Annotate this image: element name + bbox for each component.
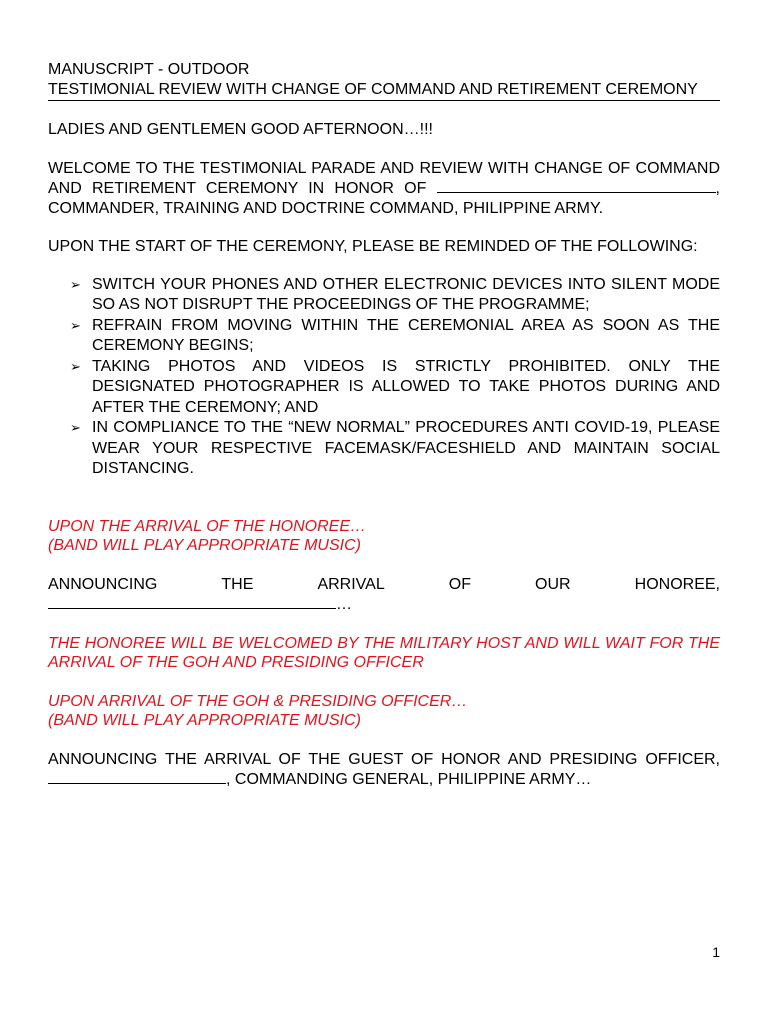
document-header [48,60,720,101]
stage-direction-honoree-arrival: UPON THE ARRIVAL OF THE HONOREE… (BAND WILL PLAY APPROPRIATE MUSIC) [48,517,366,554]
page-number: 1 [712,944,720,960]
stage-direction-goh-arrival: UPON ARRIVAL OF THE GOH & PRESIDING OFFICER… (BAND WILL PLAY APPROPRIATE MUSIC) [48,692,468,729]
greeting-line: LADIES AND GENTLEMEN GOOD AFTERNOON…!!! [48,121,433,138]
welcome-tail: , COMMANDER, TRAINING AND DOCTRINE COMMAND, PHILIPPINE ARMY. [48,180,720,217]
honoree-name-blank [437,178,716,193]
reminder-list [48,275,720,480]
honoree-name-blank-2 [48,594,336,609]
list-item: ➢ REFRAIN FROM MOVING WITHIN THE CEREMONIAL AREA AS SOON AS THE CEREMONY BEGINS; [70,316,720,354]
arrow-bullet-icon: ➢ [70,276,81,292]
announce-honoree-blank-line: … [48,594,720,615]
stage-direction-welcome: THE HONOREE WILL BE WELCOMED BY THE MILITARY HOST AND WILL WAIT FOR THE ARRIVAL OF THE GOH AND PRESIDING OFFICER [48,634,720,671]
manuscript-label: MANUSCRIPT - OUTDOOR [48,61,250,78]
document-page [48,60,720,790]
goh-name-blank [48,769,226,784]
welcome-paragraph [48,159,720,219]
ceremony-title: TESTIMONIAL REVIEW WITH CHANGE OF COMMAND AND RETIREMENT CEREMONY [48,80,698,98]
reminder-paragraph: UPON THE START OF THE CEREMONY, PLEASE BE REMINDED OF THE FOLLOWING: [48,238,698,255]
arrow-bullet-icon: ➢ [70,317,81,333]
arrow-bullet-icon: ➢ [70,358,81,374]
list-item: ➢ SWITCH YOUR PHONES AND OTHER ELECTRONIC DEVICES INTO SILENT MODE SO AS NOT DISRUPT THE PROCEEDINGS OF THE PROGRAMME; [70,275,720,313]
list-item: ➢ TAKING PHOTOS AND VIDEOS IS STRICTLY PROHIBITED. ONLY THE DESIGNATED PHOTOGRAPHER IS ALLOWED TO TAKE PHOTOS DURING AND AFTER THE CEREMONY; AND [70,357,720,416]
announce-honoree-line: ANNOUNCING THE ARRIVAL OF OUR HONOREE, [48,575,720,593]
list-item: ➢ IN COMPLIANCE TO THE “NEW NORMAL” PROCEDURES ANTI COVID-19, PLEASE WEAR YOUR RESPECTIVE FACEMASK/FACESHIELD AND MAINTAIN SOCIAL DISTANCING. [70,419,720,477]
announce-goh-paragraph: ANNOUNCING THE ARRIVAL OF THE GUEST OF HONOR AND PRESIDING OFFICER, , COMMANDING GENERAL, PHILIPPINE ARMY… [48,750,720,788]
arrow-bullet-icon: ➢ [70,420,81,435]
welcome-lead: WELCOME TO THE TESTIMONIAL PARADE AND REVIEW WITH CHANGE OF COMMAND AND RETIREMENT CEREMONY IN HONOR OF [48,159,720,197]
